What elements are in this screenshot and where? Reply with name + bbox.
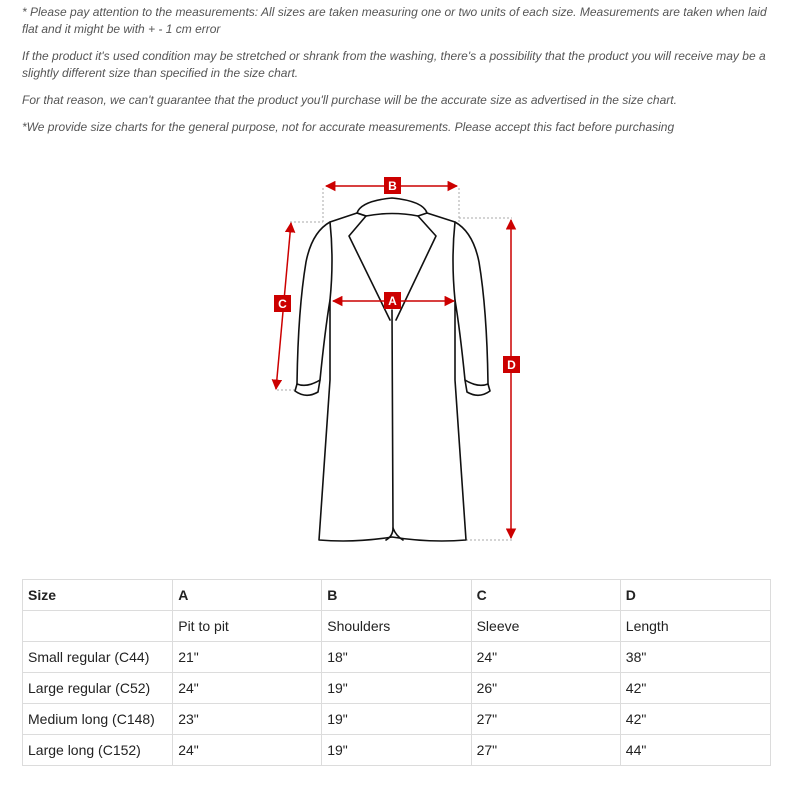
coat-left-sleeve-seam: [330, 222, 332, 300]
table-row: [23, 642, 771, 673]
subheader-cell: Shoulders: [322, 611, 471, 642]
table-subheader-row: [23, 611, 771, 642]
label-c: C: [278, 297, 287, 311]
table-cell: 42": [620, 673, 770, 704]
header-cell: Size: [23, 580, 173, 611]
note-general-purpose: *We provide size charts for the general purpose, not for accurate measurements. Please accept this fact before purchasing: [22, 120, 675, 134]
table-cell: 42": [620, 704, 770, 735]
header-cell: A: [173, 580, 322, 611]
label-b-badge: [384, 177, 401, 194]
table-row: [23, 673, 771, 704]
table-cell: 24": [173, 735, 322, 766]
label-c-badge: [274, 295, 291, 312]
label-a-badge: [384, 292, 401, 309]
table-row: [23, 735, 771, 766]
table-cell: Small regular (C44): [23, 642, 173, 673]
header-cell: D: [620, 580, 770, 611]
coat-front-opening: [386, 310, 393, 540]
table-cell: 24": [173, 673, 322, 704]
table-cell: Large long (C152): [23, 735, 173, 766]
table-header-row: [23, 580, 771, 611]
table-row: [23, 704, 771, 735]
note-used-condition: If the product it's used condition may be stretched or shrank from the washing, there's a possibility that the product you will receive may be a slightly different size than specified in the size chart.: [22, 49, 766, 80]
coat-right-lapel: [396, 216, 436, 320]
coat-left-cuff: [297, 380, 320, 385]
table-cell: Large regular (C52): [23, 673, 173, 704]
table-cell: 44": [620, 735, 770, 766]
table-cell: 19": [322, 704, 471, 735]
subheader-cell: Sleeve: [471, 611, 620, 642]
subheader-cell: [23, 611, 173, 642]
table-cell: Medium long (C148): [23, 704, 173, 735]
table-cell: 27": [471, 704, 620, 735]
label-d-badge: [503, 356, 520, 373]
header-cell: C: [471, 580, 620, 611]
table-cell: 26": [471, 673, 620, 704]
subheader-cell: Pit to pit: [173, 611, 322, 642]
coat-outline: [295, 198, 490, 541]
label-d: D: [507, 358, 516, 372]
subheader-cell: Length: [620, 611, 770, 642]
coat-left-lapel: [349, 216, 390, 320]
coat-collar: [357, 198, 427, 216]
header-cell: B: [322, 580, 471, 611]
table-cell: 23": [173, 704, 322, 735]
table-cell: 38": [620, 642, 770, 673]
table-cell: 19": [322, 735, 471, 766]
note-measurement-error: * Please pay attention to the measurements: All sizes are taken measuring one or two units of each size. Measurements are taken when laid flat and it might be with + - 1 cm error: [22, 5, 767, 36]
table-cell: 21": [173, 642, 322, 673]
table-cell: 27": [471, 735, 620, 766]
size-chart-table: [22, 579, 771, 766]
label-a: A: [388, 294, 397, 308]
note-no-guarantee: For that reason, we can't guarantee that the product you'll purchase will be the accurate size as advertised in the size chart.: [22, 93, 677, 107]
coat-right-cuff: [465, 380, 488, 385]
table-cell: 18": [322, 642, 471, 673]
table-cell: 24": [471, 642, 620, 673]
label-b: B: [388, 179, 397, 193]
table-cell: 19": [322, 673, 471, 704]
coat-right-sleeve-seam: [453, 222, 455, 300]
